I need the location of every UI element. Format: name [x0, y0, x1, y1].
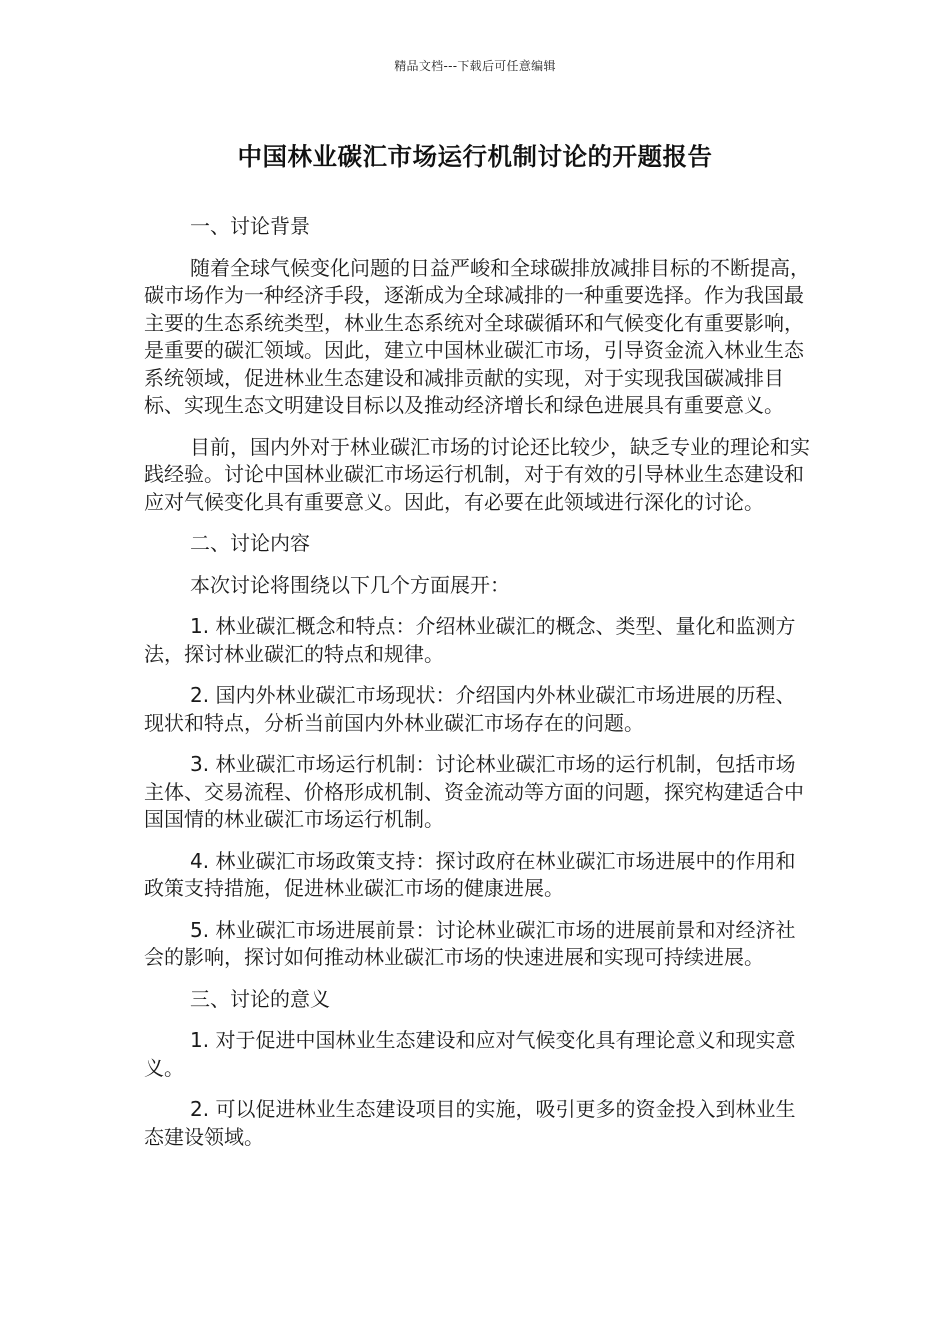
list-item-content-2: 2. 国内外林业碳汇市场现状：介绍国内外林业碳汇市场进展的历程、现状和特点，分析当前国内外林业碳汇市场存在的问题。: [144, 683, 796, 735]
list-item-significance-1: 1. 对于促进中国林业生态建设和应对气候变化具有理论意义和现实意义。: [144, 1028, 796, 1080]
section-heading-background: 一、讨论背景: [190, 214, 310, 238]
list-item-significance-2: 2. 可以促进林业生态建设项目的实施，吸引更多的资金投入到林业生态建设领域。: [144, 1097, 796, 1149]
list-item-content-3: 3. 林业碳汇市场运行机制：讨论林业碳汇市场的运行机制，包括市场主体、交易流程、价格形成机制、资金流动等方面的问题，探究构建适合中国国情的林业碳汇市场运行机制。: [144, 752, 804, 831]
section-heading-significance: 三、讨论的意义: [190, 986, 330, 1011]
list-item-content-1: 1. 林业碳汇概念和特点：介绍林业碳汇的概念、类型、量化和监测方法，探讨林业碳汇的特点和规律。: [144, 614, 796, 666]
list-item-content-5: 5. 林业碳汇市场进展前景：讨论林业碳汇市场的进展前景和对经济社会的影响，探讨如何推动林业碳汇市场的快速进展和实现可持续进展。: [144, 917, 796, 969]
list-item-content-4: 4. 林业碳汇市场政策支持：探讨政府在林业碳汇市场进展中的作用和政策支持措施，促进林业碳汇市场的健康进展。: [144, 848, 796, 900]
section-heading-content: 二、讨论内容: [190, 531, 310, 555]
document-title: 中国林业碳汇市场运行机制讨论的开题报告: [237, 142, 713, 171]
paragraph-content-intro: 本次讨论将围绕以下几个方面展开：: [190, 572, 510, 597]
paragraph-background-1: 随着全球气候变化问题的日益严峻和全球碳排放减排目标的不断提高，碳市场作为一种经济手段，逐渐成为全球减排的一种重要选择。作为我国最主要的生态系统类型，林业生态系统对全球碳循环和气候变化有重要影响，是重要的碳汇领域。因此，建立中国林业碳汇市场，引导资金流入林业生态系统领域，促进林业生态建设和减排贡献的实现，对于实现我国碳减排目标、实现生态文明建设目标以及推动经济增长和绿色进展具有重要意义。: [144, 255, 810, 417]
page-header: 精品文档---下载后可任意编辑: [394, 59, 556, 73]
paragraph-background-2: 目前，国内外对于林业碳汇市场的讨论还比较少，缺乏专业的理论和实践经验。讨论中国林业碳汇市场运行机制，对于有效的引导林业生态建设和应对气候变化具有重要意义。因此，有必要在此领域进行深化的讨论。: [144, 434, 810, 514]
document-body: [144, 213, 814, 1165]
